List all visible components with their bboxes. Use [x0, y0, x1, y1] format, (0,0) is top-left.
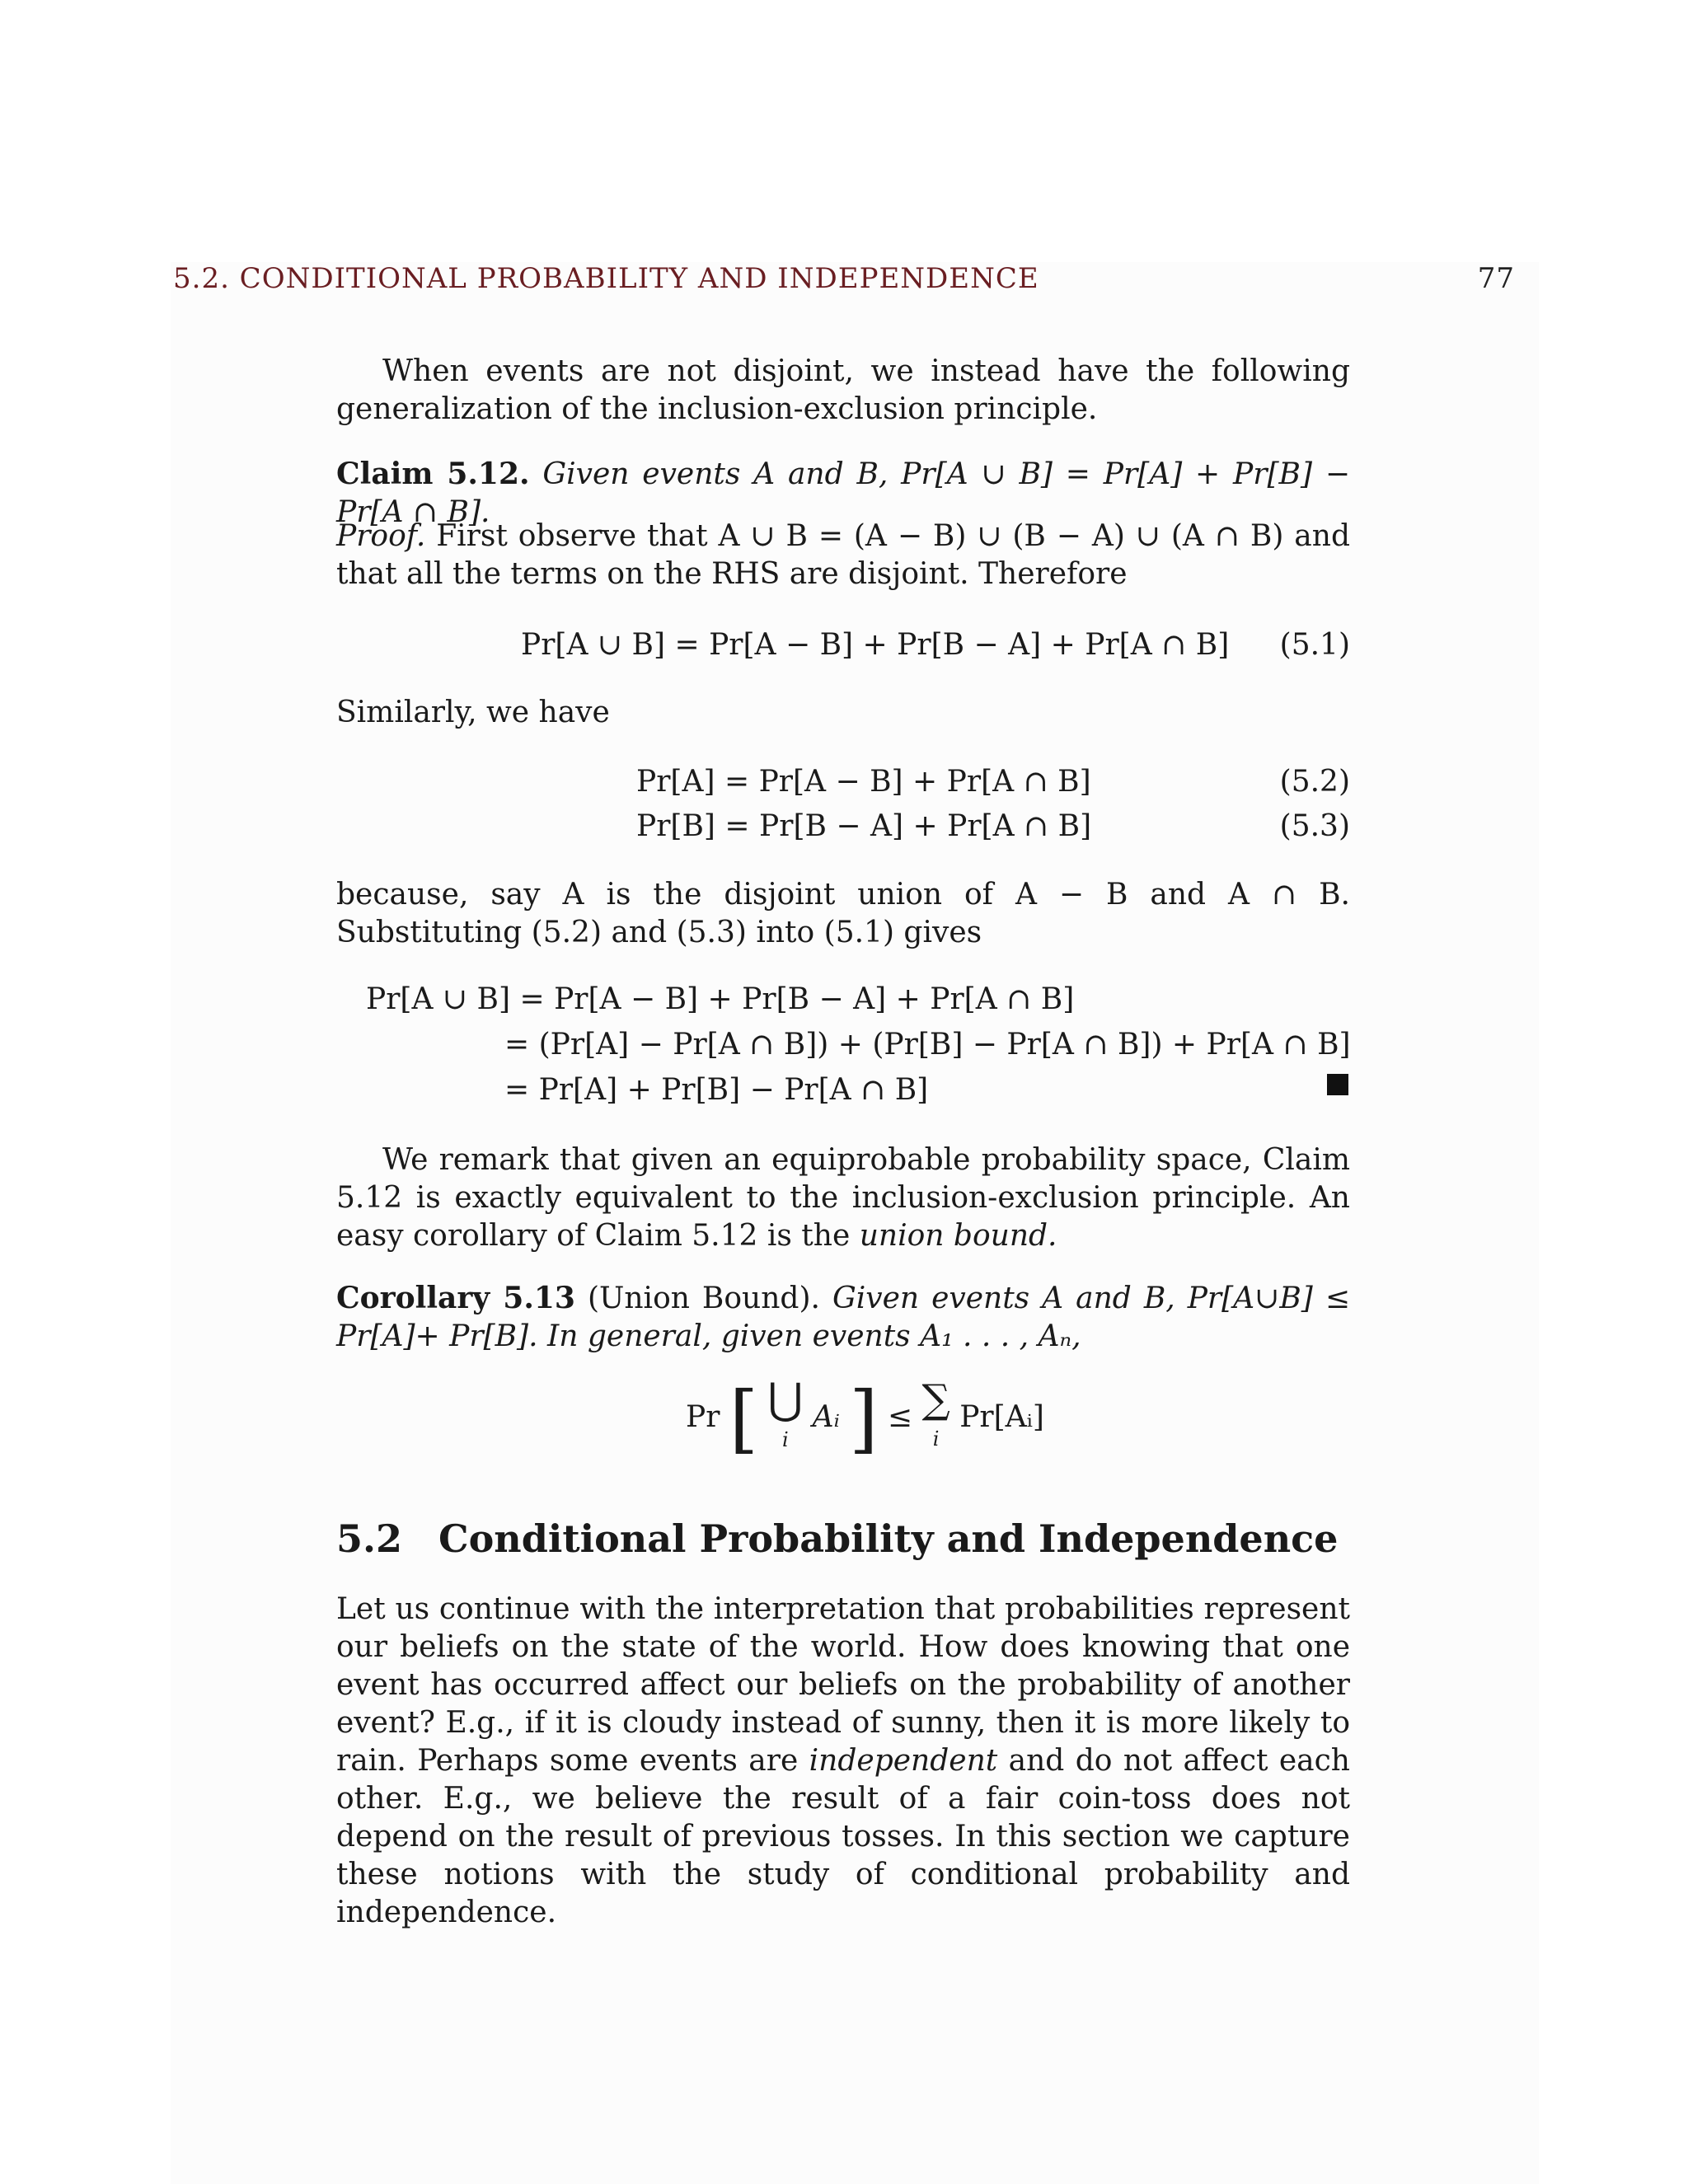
equation-5-1: Pr[A ∪ B] = Pr[A − B] + Pr[B − A] + Pr[A ∩ B] — [521, 628, 1230, 662]
page-number: 77 — [1477, 262, 1515, 295]
union-pr: Pr — [686, 1400, 720, 1434]
corollary-label: Corollary 5.13 — [336, 1281, 575, 1315]
proof-label: Proof. — [336, 519, 426, 553]
claim-label: Claim 5.12. — [336, 457, 530, 491]
section-number: 5.2 — [336, 1516, 403, 1561]
union-bound-equation — [686, 1374, 1044, 1462]
equation-number-5-3: (5.3) — [1279, 809, 1350, 843]
section-text-1: Let us continue with the interpretation that probabilities represent our beliefs on the state of the world. How does knowing that one event has occurred affect our beliefs on the probability of another event? E.g., if it is cloudy instead of sunny, then it is more likely to rain. Perhaps some events are — [336, 1592, 1350, 1778]
claim-text: Given events A and B, Pr[A ∪ B] = Pr[A] + Pr[B] − Pr[A ∩ B]. — [336, 457, 1350, 529]
corollary-name: (Union Bound). — [587, 1282, 820, 1315]
section-emphasis: independent — [809, 1744, 998, 1778]
corollary-5-13 — [336, 1279, 1350, 1356]
union-index: i — [781, 1427, 789, 1451]
because-paragraph: because, say A is the disjoint union of A − B and A ∩ B. Substituting (5.2) and (5.3) into (5.1) gives — [336, 878, 1350, 949]
equation-number-5-1: (5.1) — [1279, 628, 1350, 662]
leq-sign: ≤ — [887, 1400, 913, 1434]
proof-paragraph — [336, 518, 1350, 593]
equation-5-2: Pr[A] = Pr[A − B] + Pr[A ∩ B] — [636, 765, 1091, 799]
running-title: 5.2. CONDITIONAL PROBABILITY AND INDEPENDENCE — [173, 262, 1039, 295]
big-sum: ∑ i — [921, 1376, 950, 1451]
sum-index: i — [932, 1427, 940, 1451]
section-text-2: and do not affect each other. E.g., we believe the result of a fair coin-toss does not depend on the result of previous tosses. In this section we capture these notions with the study of conditional probability and independence. — [336, 1744, 1350, 1929]
big-union: ⋃ i — [767, 1374, 804, 1451]
section-paragraph — [336, 1591, 1350, 1932]
derivation-line-3: = Pr[A] + Pr[B] − Pr[A ∩ B] — [504, 1073, 929, 1107]
sum-term: Pr[Aᵢ] — [959, 1400, 1044, 1434]
equation-number-5-2: (5.2) — [1279, 765, 1350, 799]
left-bracket: [ — [729, 1376, 759, 1462]
right-bracket: ] — [849, 1376, 879, 1462]
remark-text: We remark that given an equiprobable probability space, Claim 5.12 is exactly equivalent to the inclusion-exclusion principle. An easy corollary of Claim 5.12 is the — [336, 1143, 1350, 1253]
intro-paragraph: When events are not disjoint, we instead have the following generalization of the inclusion-exclusion principle. — [336, 354, 1350, 426]
similarly-text: Similarly, we have — [336, 696, 610, 729]
qed-symbol — [1327, 1074, 1348, 1095]
union-term: Aᵢ — [812, 1400, 840, 1434]
equation-5-3: Pr[B] = Pr[B − A] + Pr[A ∩ B] — [636, 809, 1092, 843]
remark-paragraph — [336, 1141, 1350, 1255]
derivation-line-2: = (Pr[A] − Pr[A ∩ B]) + (Pr[B] − Pr[A ∩ B]) + Pr[A ∩ B] — [504, 1028, 1351, 1062]
derivation-line-1: Pr[A ∪ B] = Pr[A − B] + Pr[B − A] + Pr[A ∩ B] — [366, 982, 1075, 1016]
corollary-text: Given events A and B, Pr[A∪B] ≤ Pr[A]+ Pr[B]. In general, given events A₁ . . . , Aₙ, — [336, 1282, 1351, 1353]
running-header — [173, 262, 1515, 295]
proof-text: First observe that A ∪ B = (A − B) ∪ (B − A) ∪ (A ∩ B) and that all the terms on the RHS are disjoint. Therefore — [336, 519, 1350, 591]
section-heading — [336, 1516, 1338, 1561]
remark-emphasis: union bound. — [859, 1219, 1057, 1253]
section-title: Conditional Probability and Independence — [438, 1516, 1339, 1561]
